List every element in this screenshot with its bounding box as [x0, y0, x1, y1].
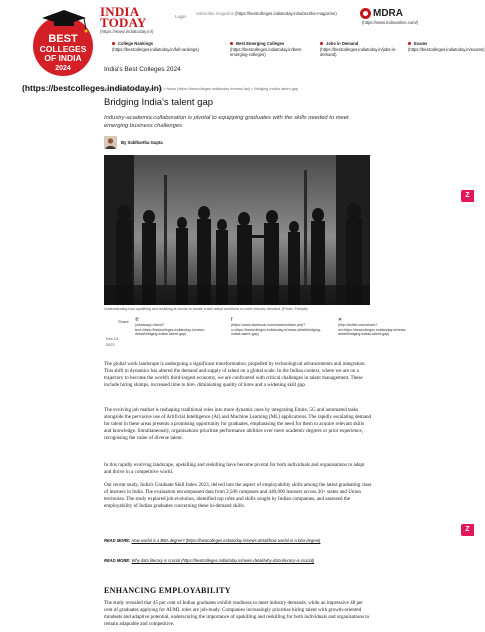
- bullet-icon: [408, 42, 411, 45]
- author-byline[interactable]: By Siddhartha Gupta: [121, 140, 163, 145]
- subscribe-label: Subscribe magazine: [196, 11, 234, 16]
- bestcolleges-home-link[interactable]: (https://bestcolleges.indiatoday.in): [22, 83, 162, 93]
- image-caption: Understanding how upskilling and reskilling is crucial to create a well adept workforce to meet industry demand. (Photo: Freepik): [104, 307, 308, 311]
- article-paragraph: The study revealed that 45 per cent of Indian graduates exhibit readiness to meet industry demands, while an impressive 48 per cent of graduates applying for AI/ML roles are job-ready. Companies increasingly prioritise hiring talent with growth-oriented mindsets and adaptive potential, underscoring the importance of upskilling and reskilling for both individuals and organisations to remain adaptable and competitive.: [104, 600, 370, 627]
- article-paragraph: Our recent study, India's Graduate Skill Index 2023, delved into the aspect of employability skills among the latest graduating class of learners in India. The evaluation encompassed data from 2,500 campuses and 440,000 learners across 30+ states and Union territories. The study explored job evolution, identified top roles and skills sought by Indian companies, and assessed the employability of Indian graduates concerning these in-demand skills.: [104, 482, 372, 509]
- mdra-logo[interactable]: [360, 8, 403, 19]
- article-paragraph: In this rapidly evolving landscape, upskilling and reskilling have become pivotal for both individuals and organisations to adapt and thrive in a competitive world.: [104, 462, 365, 475]
- svg-text:OF INDIA: OF INDIA: [44, 53, 82, 63]
- nav-jobs-in-demand[interactable]: Jobs in Demand (https://bestcolleges.indiatoday.in/jobs-in-demand): [320, 41, 397, 58]
- publish-date: Dec 13, 2023: [106, 337, 120, 347]
- author-avatar: [104, 136, 117, 149]
- twitter-icon: ✕: [338, 317, 343, 323]
- side-widget-button[interactable]: Z: [461, 190, 474, 202]
- breadcrumb[interactable]: (https://bestcolleges.indiatoday.in/) > News (https://bestcolleges.indiatoday.in/news-list) > Bridging India's talent gap: [104, 87, 298, 91]
- bullet-icon: [112, 42, 115, 45]
- side-widget-button[interactable]: Z: [461, 524, 474, 536]
- india-today-link[interactable]: (https://www.indiatoday.in/): [100, 29, 154, 34]
- article-hero-image: [104, 155, 370, 305]
- nav-college-rankings[interactable]: College Rankings (https://bestcolleges.indiatoday.in/full-rankings): [112, 41, 199, 52]
- facebook-icon: f: [231, 317, 233, 323]
- mdra-mark-icon: [360, 8, 371, 19]
- india-today-logo[interactable]: INDIA TODAY: [100, 4, 147, 30]
- best-colleges-badge-logo[interactable]: [28, 8, 98, 78]
- share-facebook-link[interactable]: f (https://www.facebook.com/sharer/sharer.php?u=https://bestcolleges.indiatoday.in/news-detail/bridging-indias-talent-gap): [231, 318, 331, 337]
- article-paragraph: The evolving job market is reshaping traditional roles into more dynamic ones by integrating Emite, 5G and automated tasks alongside the pervasive use of Artificial Intelligence (AI) and Machine Learning (ML) applications. The rapidly escalating demand for talent in these areas presents a promising opportunity for graduates, emphasising the need for them to acquire relevant skills and knowledge. Simultaneously, organisations prioritise performance abilities over mere academic degrees or prior experience, recognising the value of diverse talent.: [104, 407, 372, 441]
- login-link[interactable]: Login: [175, 14, 187, 19]
- svg-text:2024: 2024: [55, 65, 71, 72]
- share-twitter-link[interactable]: ✕ (http://twitter.com/share?url=https://bestcolleges.indiatoday.in/news-detail/bridging-indias-talent-gap): [338, 318, 428, 337]
- section-title: India's Best Colleges 2024: [104, 66, 181, 73]
- subscribe-magazine-link[interactable]: [196, 11, 346, 17]
- nav-exams[interactable]: Exams (https://bestcolleges.indiatoday.in/exams): [408, 41, 485, 52]
- mdra-link[interactable]: (https://www.mdraonline.com/): [362, 20, 419, 25]
- share-label: Share: [118, 319, 129, 324]
- share-whatsapp-link[interactable]: ✆ (whatsapp://send?text=https://bestcolleges.indiatoday.in/news-detail/bridging-indias-talent-gap): [135, 318, 225, 337]
- article-headline: Bridging India's talent gap: [104, 97, 214, 108]
- svg-text:COLLEGES: COLLEGES: [39, 44, 87, 54]
- article-paragraph: The global work landscape is undergoing a significant transformation, propelled by technological advancements and integration. This shift in dynamics has altered the demand and supply of talent on a global scale. In the Indian context, where we are on a trajectory to become the world's third-largest economy, we are confronted with critical challenges in talent management. These include hiring slumps, increased time to hire, diminishing quality of hires and a widening skill gap.: [104, 361, 366, 388]
- whatsapp-icon: ✆: [135, 317, 140, 323]
- read-more-link[interactable]: READ MORE: Why data literacy is crucial (https://bestcolleges.indiatoday.in/news-detail/why-data-literacy-is-crucial): [104, 558, 315, 563]
- mdra-name: MDRA: [373, 8, 403, 19]
- bullet-icon: [230, 42, 233, 45]
- read-more-link[interactable]: READ MORE: How useful is a BBA degree? (https://bestcolleges.indiatoday.in/news-detail/how-useful-is-a-bba-degree): [104, 538, 321, 543]
- section-subheading: ENHANCING EMPLOYABILITY: [104, 586, 231, 595]
- subscribe-url[interactable]: (https://bestcolleges.indiatoday.in/subscribe-magazine): [235, 11, 337, 16]
- bullet-icon: [320, 42, 323, 45]
- article-standfirst: Industry-academia collaboration is pivotal to equipping graduates with the skills needed to meet emerging business challenges: [104, 115, 349, 129]
- svg-text:BEST: BEST: [48, 33, 78, 45]
- nav-best-emerging-colleges[interactable]: Best Emerging Colleges (https://bestcolleges.indiatoday.in/best-emerging-colleges): [230, 41, 303, 58]
